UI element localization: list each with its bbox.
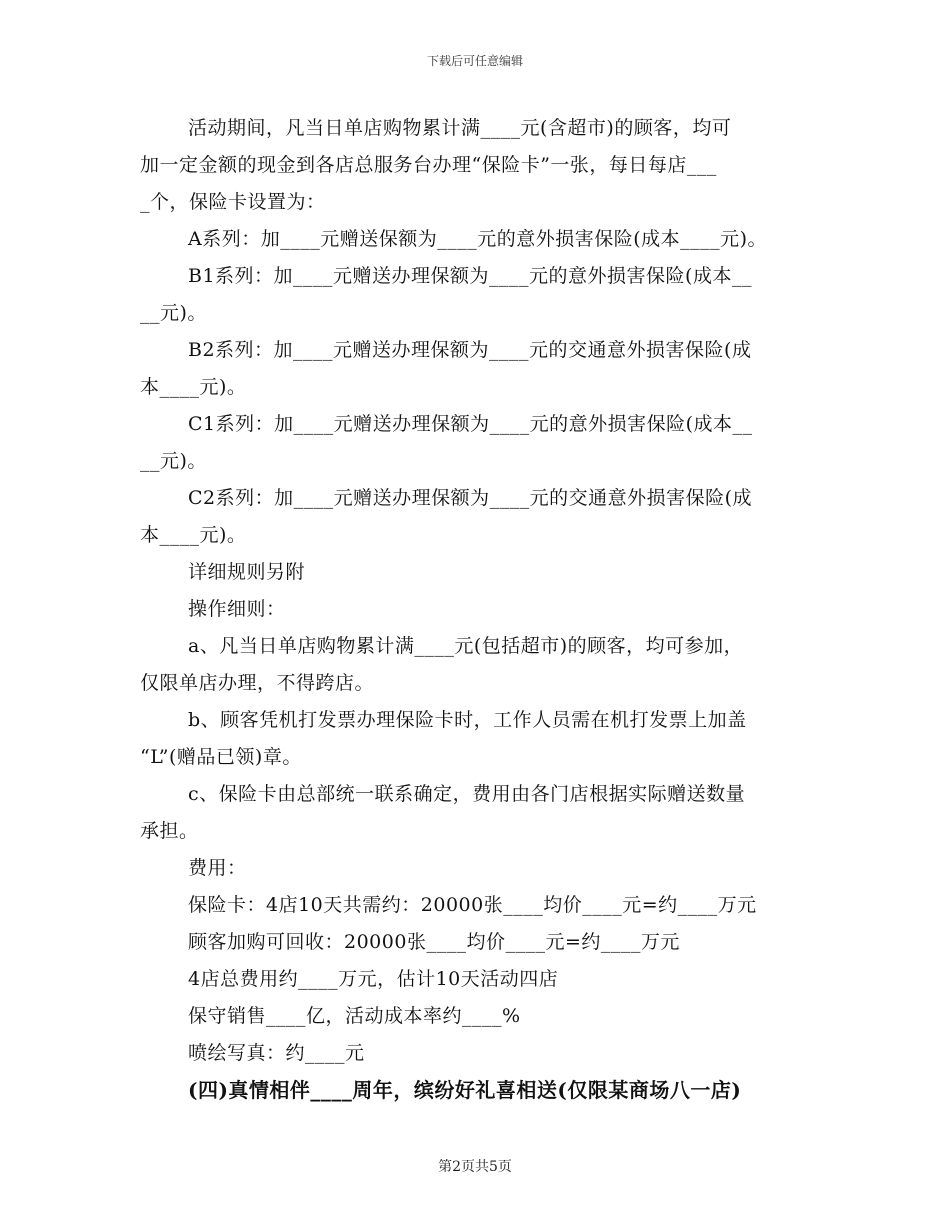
paragraph-line: C2系列：加____元赠送办理保额为____元的交通意外损害保险(成 <box>188 487 753 509</box>
paragraph-line: 本____元)。 <box>140 376 247 398</box>
paragraph-line: 费用： <box>188 857 247 879</box>
paragraph-line: 本____元)。 <box>140 524 247 546</box>
paragraph-line: 保险卡：4店10天共需约：20000张____均价____元=约____万元 <box>188 894 757 916</box>
paragraph-line: 承担。 <box>140 820 199 842</box>
paragraph-line: 顾客加购可回收：20000张____均价____元=约____万元 <box>188 931 680 953</box>
paragraph-line: “L”(赠品已领)章。 <box>140 746 302 768</box>
paragraph-line: __元)。 <box>140 302 207 324</box>
paragraph-line: 仅限单店办理，不得跨店。 <box>140 672 375 694</box>
paragraph-line: _个，保险卡设置为： <box>140 191 326 213</box>
paragraph-line: C1系列：加____元赠送办理保额为____元的意外损害保险(成本__ <box>188 413 753 435</box>
paragraph-line: 4店总费用约____万元，估计10天活动四店 <box>188 968 559 990</box>
paragraph-line: c、保险卡由总部统一联系确定，费用由各门店根据实际赠送数量 <box>188 783 746 805</box>
paragraph-line: 保守销售____亿，活动成本率约____% <box>188 1005 521 1027</box>
page-footer: 第2页共5页 <box>438 1159 512 1175</box>
paragraph-line: b、顾客凭机打发票办理保险卡时，工作人员需在机打发票上加盖 <box>188 709 747 731</box>
paragraph-line: a、凡当日单店购物累计满____元(包括超市)的顾客，均可参加， <box>188 635 744 657</box>
paragraph-line: 活动期间，凡当日单店购物累计满____元(含超市)的顾客，均可 <box>188 117 732 139</box>
paragraph-line: 加一定金额的现金到各店总服务台办理“保险卡”一张，每日每店___ <box>140 154 717 176</box>
paragraph-line: 喷绘写真：约____元 <box>188 1042 365 1064</box>
paragraph-line: B1系列：加____元赠送办理保额为____元的意外损害保险(成本__ <box>188 265 752 287</box>
paragraph-line: __元)。 <box>140 450 207 472</box>
paragraph-line: 详细规则另附 <box>188 561 306 583</box>
section-heading: (四)真情相伴____周年，缤纷好礼喜相送(仅限某商场八一店) <box>188 1078 742 1102</box>
paragraph-line: A系列：加____元赠送保额为____元的意外损害保险(成本____元)。 <box>188 228 768 250</box>
paragraph-line: B2系列：加____元赠送办理保额为____元的交通意外损害保险(成 <box>188 339 752 361</box>
paragraph-line: 操作细则： <box>188 598 286 620</box>
page-header: 下载后可任意编辑 <box>426 54 523 68</box>
